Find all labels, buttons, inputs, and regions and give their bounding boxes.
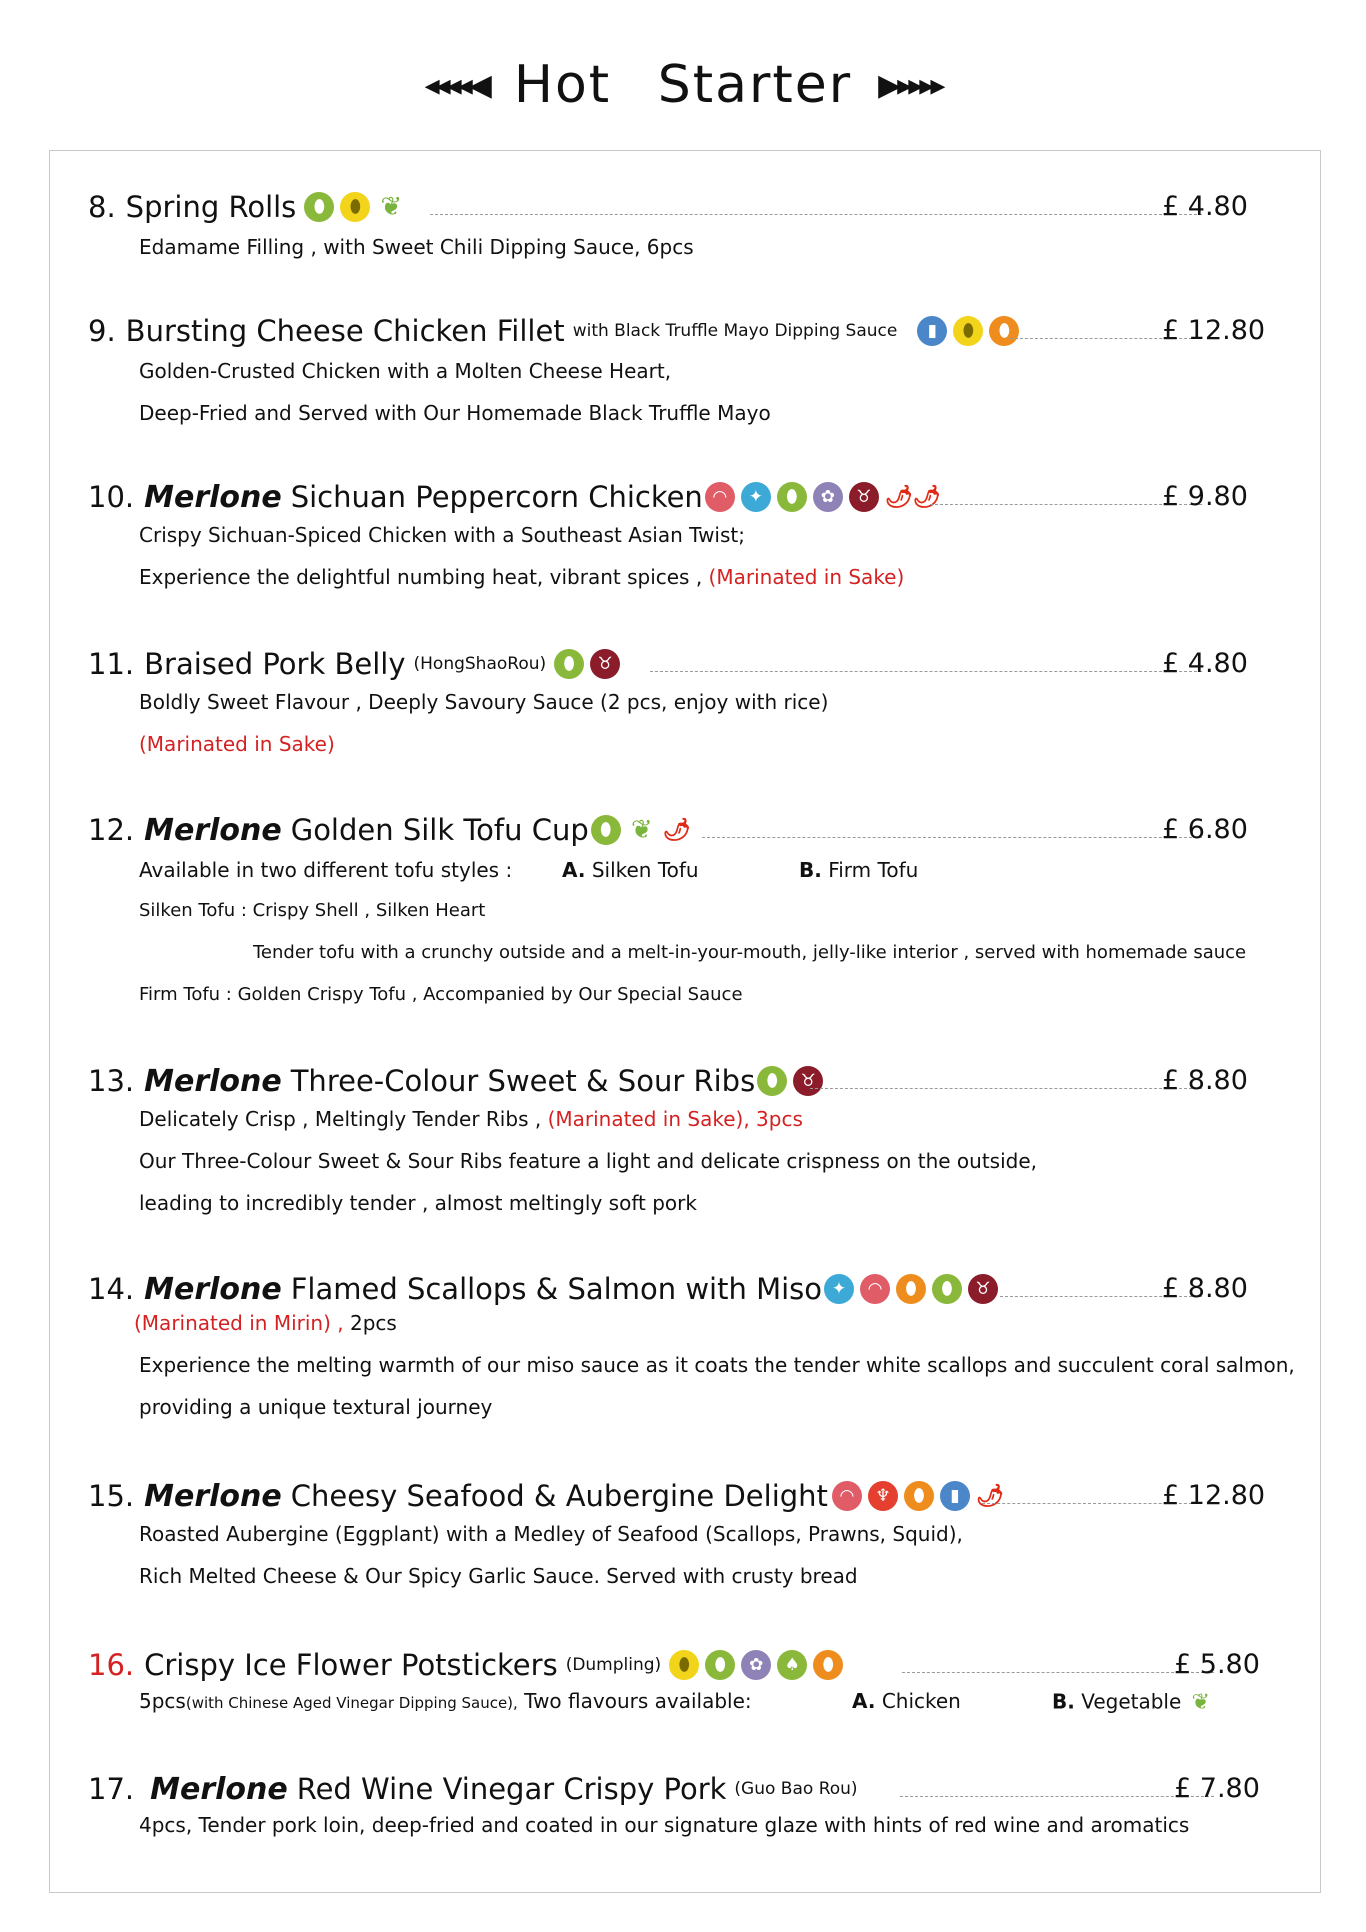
item-subtitle: (Dumpling)	[565, 1655, 662, 1675]
brand-name: Merlone	[144, 812, 282, 848]
option-a	[562, 858, 699, 882]
price-leader	[430, 214, 1202, 215]
option-text: Vegetable	[1081, 1689, 1182, 1714]
item-name: Braised Pork Belly	[144, 647, 406, 681]
item-heading	[88, 1476, 1004, 1516]
item-number: 11.	[88, 647, 135, 681]
item-number: 14.	[88, 1272, 135, 1306]
brand-name: Merlone	[144, 479, 282, 515]
vegetarian-leaf-icon: ❦	[1191, 1689, 1210, 1715]
item-number: 15.	[88, 1479, 135, 1513]
molluscs-icon: ◠	[860, 1274, 890, 1304]
option-text: Firm Tofu	[828, 858, 919, 882]
item-heading	[88, 644, 620, 684]
item-description: Deep-Fried and Served with Our Homemade Black Truffle Mayo	[139, 401, 771, 425]
alcohol-icon: ♉	[849, 482, 879, 512]
item-description: Silken Tofu : Crispy Shell , Silken Heart	[139, 900, 486, 921]
soy-icon: ⬮	[777, 482, 807, 512]
price-leader	[650, 671, 1202, 672]
marinated-note: (Marinated in Sake)	[708, 565, 905, 589]
price-leader	[900, 1796, 1214, 1797]
description-text: (with Chinese Aged Vinegar Dipping Sauce),	[185, 1694, 518, 1712]
allergen-icons	[669, 1650, 843, 1680]
item-subtitle: (Guo Bao Rou)	[734, 1779, 858, 1799]
sesame-icon: ✿	[741, 1650, 771, 1680]
item-description: Edamame Filling , with Sweet Chili Dipping Sauce, 6pcs	[139, 235, 694, 259]
allergen-icons	[554, 649, 620, 679]
item-description: Boldly Sweet Flavour , Deeply Savoury Sauce (2 pcs, enjoy with rice)	[139, 690, 829, 714]
item-description: Tender tofu with a crunchy outside and a melt-in-your-mouth, jelly-like interior , served with homemade sauce	[253, 942, 1247, 963]
item-price: £ 4.80	[1162, 191, 1248, 222]
item-number: 8.	[88, 190, 116, 224]
brand-name: Merlone	[144, 1478, 282, 1514]
page-title: Hot Starter	[513, 55, 853, 115]
item-price: £ 7.80	[1174, 1773, 1260, 1804]
item-number: 17.	[88, 1772, 135, 1806]
menu-panel	[49, 150, 1321, 1893]
item-heading	[88, 1645, 843, 1685]
mustard-icon: ⬮	[340, 192, 370, 222]
item-name: Spring Rolls	[125, 190, 297, 224]
item-heading	[88, 1269, 998, 1309]
description-text: Delicately Crisp , Meltingly Tender Ribs ,	[139, 1107, 542, 1131]
egg-icon: ⬮	[896, 1274, 926, 1304]
fish-icon: ✦	[741, 482, 771, 512]
description-text: 2pcs	[349, 1311, 397, 1335]
item-description	[139, 1107, 803, 1131]
option-text: Chicken	[881, 1689, 961, 1713]
item-heading	[88, 187, 406, 227]
description-text: , 3pcs	[743, 1107, 803, 1131]
item-description	[134, 1311, 397, 1335]
soy-icon: ⬮	[932, 1274, 962, 1304]
marinated-note: (Marinated in Sake)	[139, 732, 335, 756]
description-text: 5pcs	[139, 1689, 186, 1713]
alcohol-icon: ♉	[968, 1274, 998, 1304]
vegetarian-leaf-icon: ❦	[630, 815, 653, 845]
item-name: Three-Colour Sweet & Sour Ribs	[290, 1064, 756, 1098]
left-arrows-icon: ◂◂◂◂◀	[424, 67, 488, 103]
molluscs-icon: ◠	[705, 482, 735, 512]
soy-icon: ⬮	[304, 192, 334, 222]
price-leader	[810, 1088, 1202, 1089]
item-description	[139, 565, 904, 589]
allergen-icons	[832, 1481, 1004, 1511]
item-price: £ 12.80	[1162, 1480, 1266, 1511]
brand-name: Merlone	[144, 1271, 282, 1307]
molluscs-icon: ◠	[832, 1481, 862, 1511]
marinated-note: (Marinated in Mirin) ,	[134, 1311, 344, 1335]
mustard-icon: ⬮	[669, 1650, 699, 1680]
item-heading	[88, 311, 1019, 351]
allergen-icons	[824, 1274, 998, 1304]
option-b	[799, 858, 918, 882]
item-description: Firm Tofu : Golden Crispy Tofu , Accompanied by Our Special Sauce	[139, 984, 743, 1005]
fish-icon: ✦	[824, 1274, 854, 1304]
item-description: Available in two different tofu styles :	[139, 858, 513, 882]
soy-icon: ⬮	[705, 1650, 735, 1680]
price-leader	[702, 837, 1202, 838]
item-price: £ 8.80	[1162, 1065, 1248, 1096]
brand-name: Merlone	[150, 1771, 288, 1807]
item-heading	[88, 477, 941, 517]
item-name: Red Wine Vinegar Crispy Pork	[296, 1772, 727, 1806]
description-text: Two flavours available:	[524, 1689, 752, 1713]
right-arrows-icon: ▶▸▸▸▸	[878, 67, 942, 103]
vegetarian-leaf-icon: ❦	[380, 192, 403, 222]
crustacean-icon: ♆	[868, 1481, 898, 1511]
item-description: Experience the melting warmth of our miso sauce as it coats the tender white scallops and succulent coral salmon,	[139, 1353, 1295, 1377]
option-letter: B.	[799, 858, 822, 882]
item-heading	[88, 810, 691, 850]
alcohol-icon: ♉	[793, 1066, 823, 1096]
option-letter: A.	[562, 858, 586, 882]
egg-icon: ⬮	[989, 316, 1019, 346]
milk-icon: ▮	[940, 1481, 970, 1511]
price-leader	[902, 1672, 1214, 1673]
option-text: Silken Tofu	[591, 858, 699, 882]
soy-icon: ⬮	[591, 815, 621, 845]
allergen-icons	[917, 316, 1019, 346]
item-name: Flamed Scallops & Salmon with Miso	[290, 1272, 822, 1306]
item-number: 9.	[88, 314, 116, 348]
item-price: £ 9.80	[1162, 481, 1248, 512]
description-text: Experience the delightful numbing heat, vibrant spices ,	[139, 565, 703, 589]
item-name: Crispy Ice Flower Potstickers	[144, 1648, 558, 1682]
celery-icon: ♠	[777, 1650, 807, 1680]
item-number: 13.	[88, 1064, 135, 1098]
item-number: 16.	[88, 1648, 135, 1682]
allergen-icons	[591, 815, 691, 845]
item-name: Sichuan Peppercorn Chicken	[290, 480, 703, 514]
allergen-icons	[705, 482, 941, 512]
chili-icon: 🌶	[662, 817, 691, 843]
item-number: 12.	[88, 813, 135, 847]
item-description: Rich Melted Cheese & Our Spicy Garlic Sauce. Served with crusty bread	[139, 1564, 858, 1588]
option-letter: B.	[1052, 1689, 1075, 1714]
sesame-icon: ✿	[813, 482, 843, 512]
marinated-note: (Marinated in Sake)	[547, 1107, 744, 1131]
item-description	[139, 1689, 752, 1713]
allergen-icons	[757, 1066, 823, 1096]
item-description: Crispy Sichuan-Spiced Chicken with a Southeast Asian Twist;	[139, 523, 745, 547]
option-b	[1052, 1689, 1214, 1715]
item-price: £ 5.80	[1174, 1649, 1260, 1680]
item-number: 10.	[88, 480, 135, 514]
item-name: Cheesy Seafood & Aubergine Delight	[290, 1479, 828, 1513]
item-name: Bursting Cheese Chicken Fillet	[125, 314, 565, 348]
item-name: Golden Silk Tofu Cup	[290, 813, 589, 847]
item-description: leading to incredibly tender , almost meltingly soft pork	[139, 1191, 697, 1215]
egg-icon: ⬮	[813, 1650, 843, 1680]
item-price: £ 4.80	[1162, 648, 1248, 679]
item-heading	[88, 1061, 823, 1101]
item-description: providing a unique textural journey	[139, 1395, 493, 1419]
option-a	[852, 1689, 961, 1713]
item-heading	[88, 1769, 858, 1809]
mustard-icon: ⬮	[953, 316, 983, 346]
item-description: 4pcs, Tender pork loin, deep-fried and coated in our signature glaze with hints of red wine and aromatics	[139, 1813, 1190, 1837]
chili-icon: 🌶	[975, 1483, 1004, 1509]
egg-icon: ⬮	[904, 1481, 934, 1511]
item-description: Our Three-Colour Sweet & Sour Ribs feature a light and delicate crispness on the outside,	[139, 1149, 1037, 1173]
soy-icon: ⬮	[757, 1066, 787, 1096]
item-description: Golden-Crusted Chicken with a Molten Cheese Heart,	[139, 359, 672, 383]
soy-icon: ⬮	[554, 649, 584, 679]
item-price: £ 12.80	[1162, 315, 1266, 346]
allergen-icons	[304, 192, 406, 222]
page-header	[0, 50, 1366, 120]
item-price: £ 6.80	[1162, 814, 1248, 845]
chili-icon: 🌶🌶	[884, 484, 941, 510]
item-subtitle: with Black Truffle Mayo Dipping Sauce	[572, 321, 898, 341]
item-subtitle: (HongShaoRou)	[413, 654, 547, 674]
alcohol-icon: ♉	[590, 649, 620, 679]
option-letter: A.	[852, 1689, 876, 1713]
item-description: Roasted Aubergine (Eggplant) with a Medley of Seafood (Scallops, Prawns, Squid),	[139, 1522, 963, 1546]
item-price: £ 8.80	[1162, 1273, 1248, 1304]
milk-icon: ▮	[917, 316, 947, 346]
brand-name: Merlone	[144, 1063, 282, 1099]
